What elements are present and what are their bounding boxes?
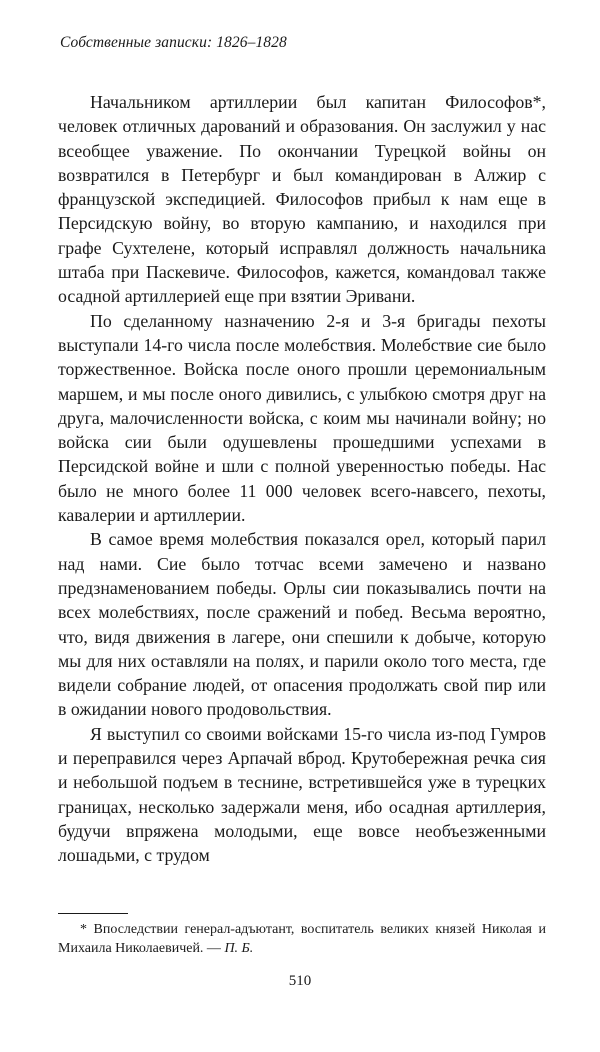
footnote-text: Впоследствии генерал-адъютант, воспитатель великих князей Николая и Михаила Николаевичей. —	[58, 922, 547, 956]
footnote-signature: П. Б.	[224, 941, 254, 956]
main-text	[58, 90, 546, 868]
paragraph-2: По сделанному назначению 2-я и 3-я бригады пехоты выступали 14-го числа после молебствия. Молебствие сие было торжественное. Войска после оного прошли церемониальным маршем, и мы после оного дивились, с улыбкою смотря друг на друга, малочисленности войска, с коим мы начинали войну; но войска сии были одушевлены прошедшими успехами в Персидской войне и шли с полной уверенностью победы. Нас было не много более 11 000 человек всего-навсего, пехоты, кавалерии и артиллерии.	[58, 310, 546, 526]
footnote	[58, 920, 546, 958]
paragraph-3: В самое время молебствия показался орел, который парил над нами. Сие было тотчас всеми замечено и названо предзнаменованием победы. Орлы сии показывались почти на всех молебствиях, после сражений и побед. Весьма вероятно, что, видя движения в лагере, они спешили к добыче, которую мы для них оставляли на полях, и парили около того места, где видели собрание людей, от опасения продолжать свой пир или в ожидании нового продовольствия.	[58, 529, 546, 720]
page-number: 510	[288, 973, 312, 989]
footnote-marker: *	[80, 922, 87, 937]
footnote-divider	[58, 913, 128, 914]
paragraph-1: Начальником артиллерии был капитан Философов*, человек отличных дарований и образования. Он заслужил у нас всеобщее уважение. По окончании Турецкой войны он возвратился в Петербург и был командирован в Алжир с французской экспедицией. Философов прибыл к нам еще в Персидскую войну, во вторую кампанию, и находился при графе Сухтелене, который исправлял должность начальника штаба при Паскевиче. Философов, кажется, командовал также осадной артиллерией еще при взятии Эривани.	[58, 92, 546, 307]
paragraph-4: Я выступил со своими войсками 15-го числа из-под Гумров и переправился через Арпачай вброд. Крутобережная речка сия и небольшой подъем в теснине, встретившейся уже в турецких границах, несколько задержали меня, ибо осадная артиллерия, будучи впряжена молодыми, еще вовсе необъезженными лошадьми, с трудом	[58, 723, 546, 866]
running-head: Собственные записки: 1826–1828	[60, 34, 287, 51]
